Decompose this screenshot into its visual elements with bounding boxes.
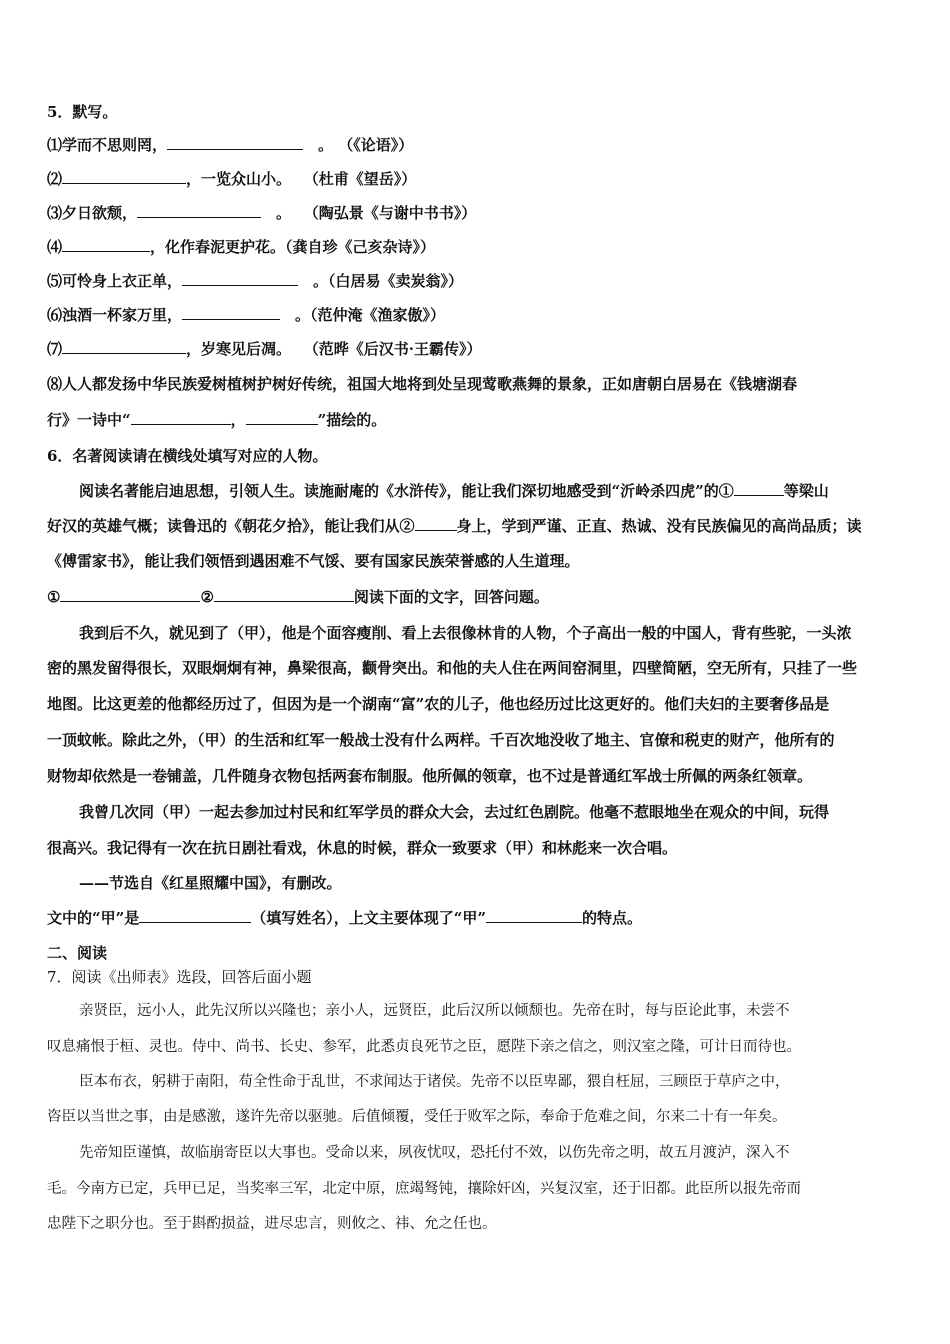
q7-text-line: 亲贤臣，远小人，此先汉所以兴隆也；亲小人，远贤臣，此后汉所以倾颓也。先帝在时，每与臣论此事，未尝不 [79, 1003, 790, 1019]
q5-item-1-post: 。 （《论语》） [318, 136, 414, 154]
q6-passage-line: 一顶蚊帐。除此之外，（甲）的生活和红军一般战士没有什么两样。千百次地没收了地主、官僚和税吏的财产，他所有的 [47, 731, 835, 749]
q7-text-line: 毛。今南方已定，兵甲已足，当奖率三军，北定中原，庶竭驽钝，攘除奸凶，兴复汉室，还于旧都。此臣所以报先帝而 [47, 1181, 801, 1197]
q6-passage-line: 我曾几次同（甲）一起去参加过村民和红军学员的群众大会，去过红色剧院。他毫不惹眼地坐在观众的中间，玩得 [79, 803, 830, 821]
q5-item-8-pre: 行》一诗中“ [47, 411, 131, 429]
q7-text-line: 咨臣以当世之事，由是感激，遂许先帝以驱驰。后值倾覆，受任于败军之际，奉命于危难之间，尔来二十有一年矣。 [47, 1109, 787, 1125]
q5-item-5-post: 。（白居易《卖炭翁》） [313, 272, 464, 290]
q7-text-line: 忠陛下之职分也。至于斟酌损益，进尽忠言，则攸之、祎、允之任也。 [47, 1216, 497, 1232]
q5-item-1-pre: ⑴学而不思则罔， [47, 136, 168, 154]
answer-blank[interactable] [137, 202, 261, 218]
q6-final-a: 文中的“甲”是 [47, 909, 140, 927]
q5-item-4-pre: ⑷ [47, 238, 63, 256]
q7-heading: 7．阅读《出师表》选段，回答后面小题 [47, 968, 312, 986]
q6-p1-line2-text: 好汉的英雄气概；读鲁迅的《朝花夕拾》，能让我们从② [47, 517, 415, 535]
q6-passage-line: 很高兴。我记得有一次在抗日剧社看戏，休息的时候，群众一致要求（甲）和林彪来一次合唱。 [47, 839, 678, 857]
q5-item-2-pre: ⑵ [47, 170, 63, 188]
q6-p1-line1-end: 等梁山 [783, 482, 829, 500]
answer-blank[interactable] [182, 270, 298, 286]
answer-blank[interactable] [62, 338, 186, 354]
q6-passage-line: 地图。比这更差的他都经历过了，但因为是一个湖南“富”农的儿子，他也经历过比这更好的。他们夫妇的主要奢侈品是 [47, 695, 830, 713]
q6-read-instruction: 阅读下面的文字，回答问题。 [353, 588, 549, 606]
q6-p1-line2-end: 身上，学到严谨、正直、热诚、没有民族偏见的高尚品质；读 [456, 517, 862, 535]
answer-blank[interactable] [131, 409, 231, 425]
q5-heading: 5．默写。 [47, 103, 118, 121]
answer-blank[interactable] [62, 236, 150, 252]
answer-blank[interactable] [734, 480, 784, 496]
q6-heading: 6．名著阅读请在横线处填写对应的人物。 [47, 447, 328, 465]
q6-passage-line: 密的黑发留得很长，双眼炯炯有神，鼻梁很高，颧骨突出。和他的夫人住在两间窑洞里，四壁简陋，空无所有，只挂了一些 [47, 659, 858, 677]
q5-item-3-pre: ⑶夕日欲颓， [47, 204, 138, 222]
q5-item-3-post: 。 （陶弘景《与谢中书书》） [276, 204, 477, 222]
q6-final-question [47, 907, 642, 929]
answer-blank[interactable] [182, 304, 280, 320]
q5-item-8-line2 [47, 409, 386, 431]
q5-item-2 [47, 168, 416, 190]
q6-answer-line [47, 586, 549, 608]
q6-final-b: （填写姓名），上文主要体现了“甲” [251, 909, 487, 927]
answer-blank[interactable] [60, 586, 200, 602]
answer-blank[interactable] [139, 907, 251, 923]
q5-item-6 [47, 304, 445, 326]
answer-blank[interactable] [415, 515, 457, 531]
q5-item-6-pre: ⑹浊酒一杯家万里， [47, 306, 183, 324]
q5-item-7-pre: ⑺ [47, 340, 63, 358]
q5-item-7 [47, 338, 481, 360]
q5-item-8-post: ”描绘的。 [317, 411, 387, 429]
q7-text-line: 叹息痛恨于桓、灵也。侍中、尚书、长史、参军，此悉贞良死节之臣，愿陛下亲之信之，则汉室之隆，可计日而待也。 [47, 1039, 801, 1055]
q6-p1-line1 [79, 480, 829, 502]
section-heading-reading: 二、阅读 [47, 944, 108, 962]
q6-answer-1-label: ① [47, 588, 61, 606]
answer-blank[interactable] [486, 907, 582, 923]
q5-item-7-post: ，岁寒见后凋。 （范晔《后汉书·王霸传》） [186, 340, 482, 358]
answer-blank[interactable] [214, 586, 354, 602]
answer-blank[interactable] [62, 168, 186, 184]
q5-item-4-post: ，化作春泥更护花。（龚自珍《己亥杂诗》） [150, 238, 436, 256]
q6-p1-line3: 《傅雷家书》，能让我们领悟到遇困难不气馁、要有国家民族荣誉感的人生道理。 [47, 552, 580, 570]
q5-item-8-line1: ⑻人人都发扬中华民族爱树植树护树好传统，祖国大地将到处呈现莺歌燕舞的景象，正如唐朝白居易在《钱塘湖春 [47, 375, 798, 393]
q6-p1-line1-text: 阅读名著能启迪思想，引领人生。读施耐庵的《水浒传》，能让我们深切地感受到“沂岭杀四虎”的① [79, 482, 734, 500]
q6-p1-line2 [47, 515, 862, 537]
q6-passage-line: 财物却依然是一卷铺盖，几件随身衣物包括两套布制服。他所佩的领章，也不过是普通红军战士所佩的两条红领章。 [47, 767, 813, 785]
q7-text-line: 先帝知臣谨慎，故临崩寄臣以大事也。受命以来，夙夜忧叹，恐托付不效，以伤先帝之明，故五月渡泸，深入不 [79, 1145, 790, 1161]
q5-item-6-post: 。（范仲淹《渔家傲》） [295, 306, 446, 324]
q5-item-2-post: ，一览众山小。 （杜甫《望岳》） [186, 170, 417, 188]
q5-item-1 [47, 134, 413, 156]
q6-passage-source: ——节选自《红星照耀中国》，有删改。 [79, 874, 342, 892]
q5-item-4 [47, 236, 435, 258]
answer-blank[interactable] [246, 409, 318, 425]
q6-passage-line: 我到后不久，就见到了（甲），他是个面容瘦削、看上去很像林肯的人物，个子高出一般的中国人，背有些驼，一头浓 [79, 624, 852, 642]
q5-item-8-sep: ， [230, 411, 246, 429]
q7-text-line: 臣本布衣，躬耕于南阳，苟全性命于乱世，不求闻达于诸侯。先帝不以臣卑鄙，猥自枉屈，三顾臣于草庐之中， [79, 1074, 790, 1090]
q5-item-3 [47, 202, 476, 224]
q5-item-5 [47, 270, 463, 292]
answer-blank[interactable] [167, 134, 303, 150]
q5-item-5-pre: ⑸可怜身上衣正单， [47, 272, 183, 290]
q6-answer-2-label: ② [200, 588, 214, 606]
q6-final-c: 的特点。 [582, 909, 643, 927]
